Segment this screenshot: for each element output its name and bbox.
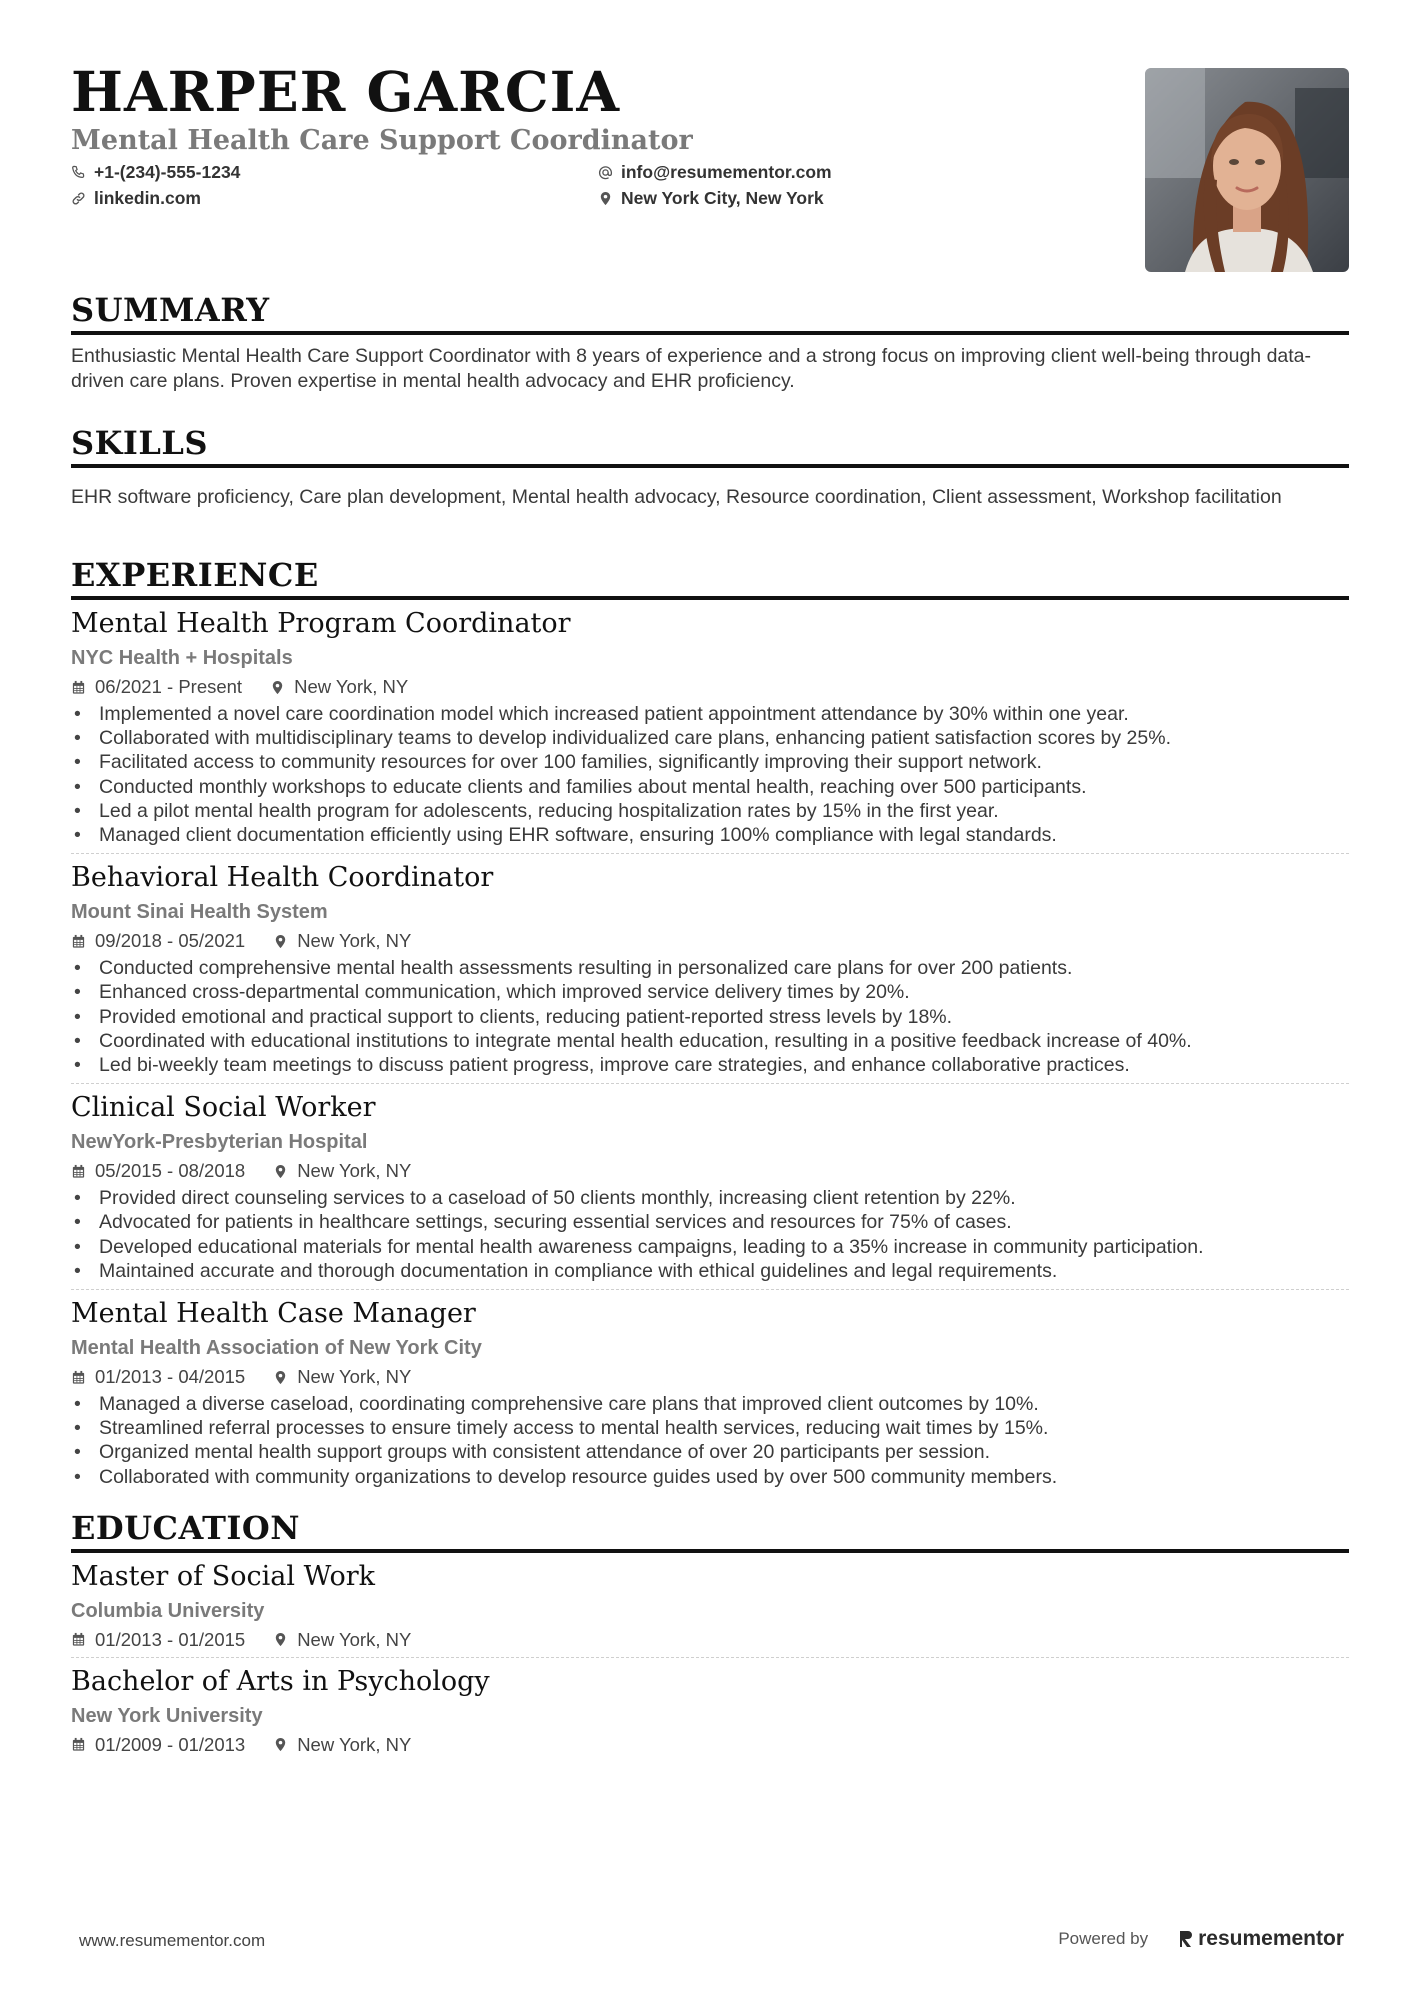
job-location: [270, 676, 408, 698]
job-location: [273, 1160, 411, 1182]
summary-text: Enthusiastic Mental Health Care Support Coordinator with 8 years of experience and a strong focus on improving client well-being through data-driven care plans. Proven expertise in mental health advocacy and EHR proficiency.: [71, 345, 1312, 392]
location-text: New York City, New York: [621, 187, 824, 208]
achievement-item: • Advocated for patients in healthcare settings, securing essential services and resources for 75% of cases.: [71, 1210, 1349, 1234]
location-contact: [598, 188, 998, 208]
education-meta: [71, 1734, 1349, 1756]
location-text: New York, NY: [297, 1160, 412, 1182]
link-icon: [71, 191, 86, 206]
dates-text: 01/2013 - 01/2015: [95, 1628, 246, 1650]
experience-heading: EXPERIENCE: [71, 559, 1349, 600]
achievement-item: • Provided emotional and practical support to clients, reducing patient-reported stress levels by 18%.: [71, 1005, 1349, 1029]
company-name: NewYork-Presbyterian Hospital: [71, 1131, 368, 1154]
summary-section: [71, 291, 1349, 394]
achievement-item: • Organized mental health support groups with consistent attendance of over 20 participants per session.: [71, 1440, 1349, 1464]
education-section: [71, 1508, 1349, 1756]
achievement-item: • Conducted comprehensive mental health assessments resulting in personalized care plans for over 200 patients.: [71, 956, 1349, 980]
skills-text: EHR software proficiency, Care plan development, Mental health advocacy, Resource coordination, Client assessment, Workshop facilitation: [71, 486, 1282, 508]
candidate-name: HARPER GARCIA: [71, 59, 621, 124]
dates-text: 05/2015 - 08/2018: [95, 1160, 246, 1182]
school-name: New York University: [71, 1704, 263, 1727]
location-text: New York, NY: [294, 676, 409, 697]
school-name: Columbia University: [71, 1599, 265, 1622]
profile-photo: [1145, 68, 1349, 272]
skills-heading: SKILLS: [71, 427, 1349, 468]
education-entry: [71, 1553, 1349, 1651]
company-name: NYC Health + Hospitals: [71, 647, 293, 669]
achievement-item: • Maintained accurate and thorough documentation in compliance with ethical guidelines and legal requirements.: [71, 1259, 1349, 1283]
brand-logo[interactable]: [1178, 1927, 1344, 1951]
company-name: Mount Sinai Health System: [71, 901, 328, 924]
experience-section: [71, 556, 1349, 1489]
achievement-item: • Collaborated with community organizations to develop resource guides used by over 500 community members.: [71, 1465, 1349, 1489]
dates-text: 09/2018 - 05/2021: [95, 930, 246, 952]
location-pin-icon: [273, 1632, 288, 1647]
portrait-illustration: [1145, 68, 1349, 272]
calendar-icon: [71, 680, 86, 695]
job-title: Mental Health Program Coordinator: [71, 608, 571, 639]
achievement-item: • Coordinated with educational institutions to integrate mental health education, resulting in a positive feedback increase of 40%.: [71, 1029, 1349, 1053]
job-location: [273, 1366, 411, 1388]
email-contact[interactable]: [598, 162, 998, 182]
job-title: Clinical Social Worker: [71, 1092, 376, 1124]
achievement-item: • Collaborated with multidisciplinary teams to develop individualized care plans, enhancing patient satisfaction scores by 25%.: [71, 726, 1349, 750]
dates-text: 06/2021 - Present: [95, 676, 243, 697]
experience-entry: [71, 1083, 1349, 1283]
job-dates: [71, 930, 245, 952]
job-dates: [71, 676, 242, 698]
calendar-icon: [71, 1370, 86, 1385]
footer-branding: [1058, 1927, 1344, 1951]
location-text: New York, NY: [297, 1628, 412, 1650]
brand-name: resumementor: [1198, 1927, 1344, 1950]
footer-website-link[interactable]: www.resumementor.com: [79, 1931, 266, 1950]
dates-text: 01/2009 - 01/2013: [95, 1733, 246, 1755]
education-dates: [71, 1629, 245, 1651]
achievement-item: • Implemented a novel care coordination model which increased patient appointment attendance by 30% within one year.: [71, 702, 1349, 726]
company-name: Mental Health Association of New York City: [71, 1337, 482, 1360]
education-dates: [71, 1734, 245, 1756]
achievement-item: • Streamlined referral processes to ensure timely access to mental health services, reducing wait times by 15%.: [71, 1416, 1349, 1440]
location-pin-icon: [273, 1370, 288, 1385]
location-pin-icon: [273, 1164, 288, 1179]
location-pin-icon: [270, 680, 285, 695]
experience-entry: [71, 1289, 1349, 1489]
candidate-role: Mental Health Care Support Coordinator: [71, 125, 693, 156]
location-text: New York, NY: [297, 930, 412, 952]
location-text: New York, NY: [297, 1366, 412, 1388]
achievement-item: • Led bi-weekly team meetings to discuss patient progress, improve care strategies, and enhance collaborative practices.: [71, 1053, 1349, 1077]
achievement-item: • Enhanced cross-departmental communication, which improved service delivery times by 20%.: [71, 980, 1349, 1004]
calendar-icon: [71, 1164, 86, 1179]
job-meta: [71, 1366, 1349, 1388]
job-location: [273, 930, 411, 952]
dates-text: 01/2013 - 04/2015: [95, 1366, 246, 1388]
achievement-item: • Conducted monthly workshops to educate clients and families about mental health, reaching over 500 participants.: [71, 775, 1349, 799]
education-location: [273, 1734, 411, 1756]
calendar-icon: [71, 1632, 86, 1647]
job-title: Mental Health Case Manager: [71, 1298, 476, 1330]
job-meta: [71, 1160, 1349, 1182]
achievement-list: [71, 702, 1349, 847]
phone-icon: [71, 165, 86, 180]
job-meta: [71, 930, 1349, 952]
achievement-list: [71, 1186, 1349, 1283]
powered-by-label: Powered by: [1058, 1929, 1149, 1948]
achievement-item: • Managed a diverse caseload, coordinating comprehensive care plans that improved client outcomes by 10%.: [71, 1392, 1349, 1416]
linkedin-text: linkedin.com: [94, 187, 201, 208]
phone-text: +1-(234)-555-1234: [94, 161, 241, 182]
resumementor-logo-icon: [1178, 1930, 1194, 1948]
location-text: New York, NY: [297, 1733, 412, 1755]
experience-entry: [71, 853, 1349, 1077]
education-location: [273, 1629, 411, 1651]
phone-contact[interactable]: [71, 162, 598, 182]
achievement-list: [71, 1392, 1349, 1489]
achievement-item: • Facilitated access to community resources for over 100 families, significantly improving their support network.: [71, 750, 1349, 774]
job-meta: [71, 676, 1349, 698]
resume-page: [71, 58, 1349, 1756]
achievement-item: • Led a pilot mental health program for adolescents, reducing hospitalization rates by 15% in the first year.: [71, 799, 1349, 823]
job-dates: [71, 1366, 245, 1388]
summary-heading: SUMMARY: [71, 294, 1349, 335]
skills-section: [71, 424, 1349, 510]
calendar-icon: [71, 934, 86, 949]
achievement-item: • Provided direct counseling services to a caseload of 50 clients monthly, increasing client retention by 22%.: [71, 1186, 1349, 1210]
education-entry: [71, 1657, 1349, 1756]
achievement-item: • Developed educational materials for mental health awareness campaigns, leading to a 35% increase in community participation.: [71, 1235, 1349, 1259]
education-heading: EDUCATION: [71, 1512, 1349, 1553]
job-dates: [71, 1160, 245, 1182]
experience-entry: [71, 600, 1349, 847]
location-pin-icon: [273, 934, 288, 949]
job-title: Behavioral Health Coordinator: [71, 862, 494, 894]
achievement-item: • Managed client documentation efficiently using EHR software, ensuring 100% compliance with legal standards.: [71, 823, 1349, 847]
achievement-list: [71, 956, 1349, 1077]
degree-title: Bachelor of Arts in Psychology: [71, 1665, 490, 1697]
location-pin-icon: [598, 191, 613, 206]
calendar-icon: [71, 1737, 86, 1752]
resume-header: [71, 59, 1349, 294]
email-text: info@resumementor.com: [621, 161, 832, 182]
linkedin-contact[interactable]: [71, 188, 598, 208]
degree-title: Master of Social Work: [71, 1560, 376, 1592]
location-pin-icon: [273, 1737, 288, 1752]
education-meta: [71, 1629, 1349, 1651]
at-icon: [598, 165, 613, 180]
